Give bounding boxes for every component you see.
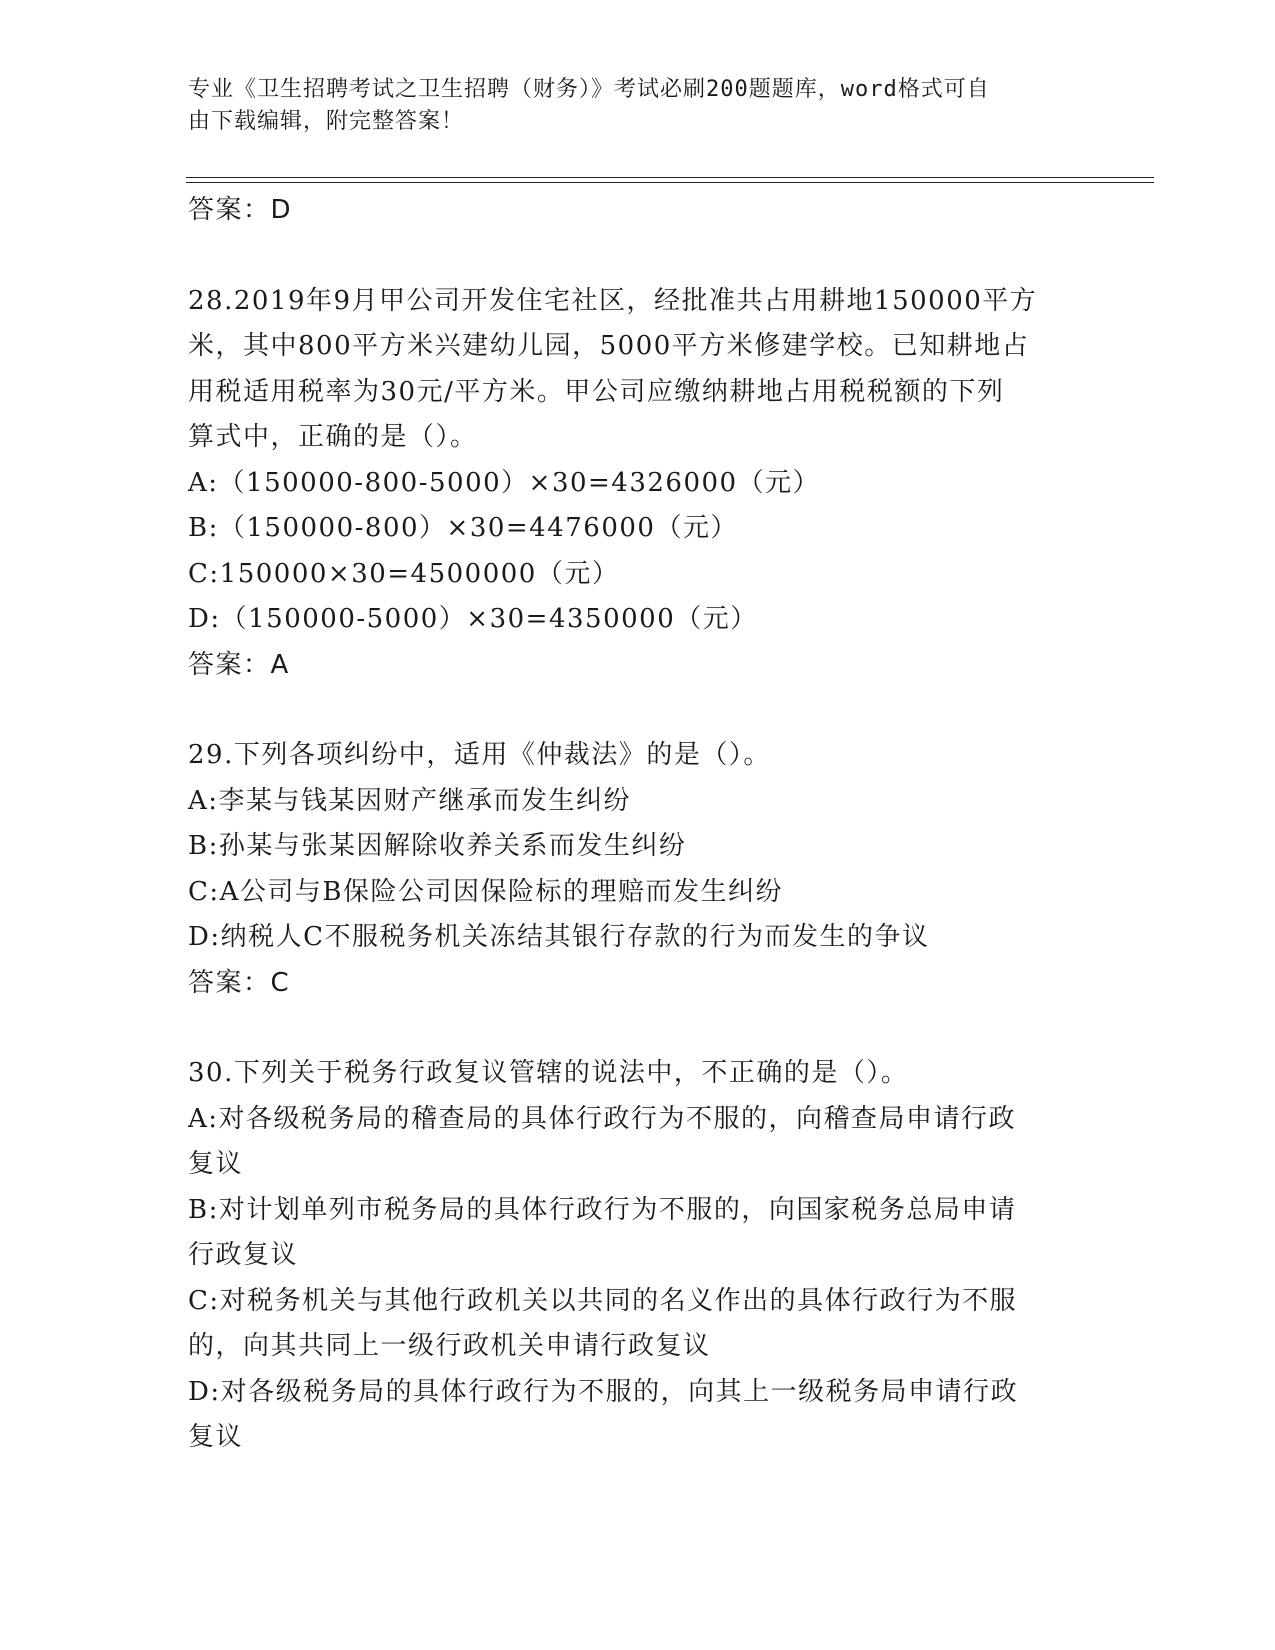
answer-line: 答案：A	[188, 649, 290, 680]
spacer	[188, 688, 1088, 733]
question-29	[188, 733, 1088, 1006]
header-divider-top	[186, 177, 1154, 178]
question-stem-line: 用税适用税率为30元/平方米。甲公司应缴纳耕地占用税税额的下列	[188, 376, 1005, 407]
answer-line: 答案：C	[188, 967, 291, 998]
question-28	[188, 279, 1088, 689]
option-c: C:150000×30=4500000（元）	[188, 558, 620, 589]
question-stem-line: 算式中，正确的是（）。	[188, 422, 478, 452]
option-d: D:（150000-5000）×30=4350000（元）	[188, 604, 758, 634]
question-stem-line: 30.下列关于税务行政复议管辖的说法中，不正确的是（）。	[188, 1058, 909, 1088]
header-divider-bottom	[186, 182, 1154, 183]
answer-line: 答案：D	[188, 195, 293, 225]
header-line-2: 由下载编辑，附完整答案！	[188, 109, 465, 134]
option-b: B:对计划单列市税务局的具体行政行为不服的，向国家税务总局申请	[188, 1194, 1017, 1225]
spacer	[188, 234, 1088, 279]
option-b: B:孙某与张某因解除收养关系而发生纠纷	[188, 831, 687, 861]
option-d: D:对各级税务局的具体行政行为不服的，向其上一级税务局申请行政	[188, 1376, 1019, 1407]
option-c: C:A公司与B保险公司因保险标的理赔而发生纠纷	[188, 876, 784, 907]
spacer	[188, 1006, 1088, 1051]
option-d-continued: 复议	[188, 1422, 244, 1452]
option-c-continued: 的，向其共同上一级行政机关申请行政复议	[188, 1331, 711, 1361]
question-stem-line: 29.下列各项纠纷中，适用《仲裁法》的是（）。	[188, 740, 771, 770]
question-stem-line: 米，其中800平方米兴建幼儿园，5000平方米修建学校。已知耕地占	[188, 331, 1030, 361]
option-c: C:对税务机关与其他行政机关以共同的名义作出的具体行政行为不服	[188, 1285, 1018, 1316]
header-line-1: 专业《卫生招聘考试之卫生招聘（财务）》考试必刷200题题库，word格式可自	[188, 77, 990, 102]
option-a: A:（150000-800-5000）×30=4326000（元）	[188, 467, 821, 498]
option-b: B:（150000-800）×30=4476000（元）	[188, 513, 738, 543]
option-a: A:对各级税务局的稽查局的具体行政行为不服的，向稽查局申请行政	[188, 1103, 1017, 1134]
option-d: D:纳税人C不服税务机关冻结其银行存款的行为而发生的争议	[188, 922, 930, 952]
question-stem-line: 28.2019年9月甲公司开发住宅社区，经批准共占用耕地150000平方	[188, 285, 1038, 316]
option-a-continued: 复议	[188, 1149, 244, 1179]
document-header	[188, 74, 1068, 138]
option-b-continued: 行政复议	[188, 1240, 299, 1270]
document-body	[188, 188, 1088, 1461]
question-30	[188, 1051, 1088, 1461]
option-a: A:李某与钱某因财产继承而发生纠纷	[188, 785, 632, 816]
